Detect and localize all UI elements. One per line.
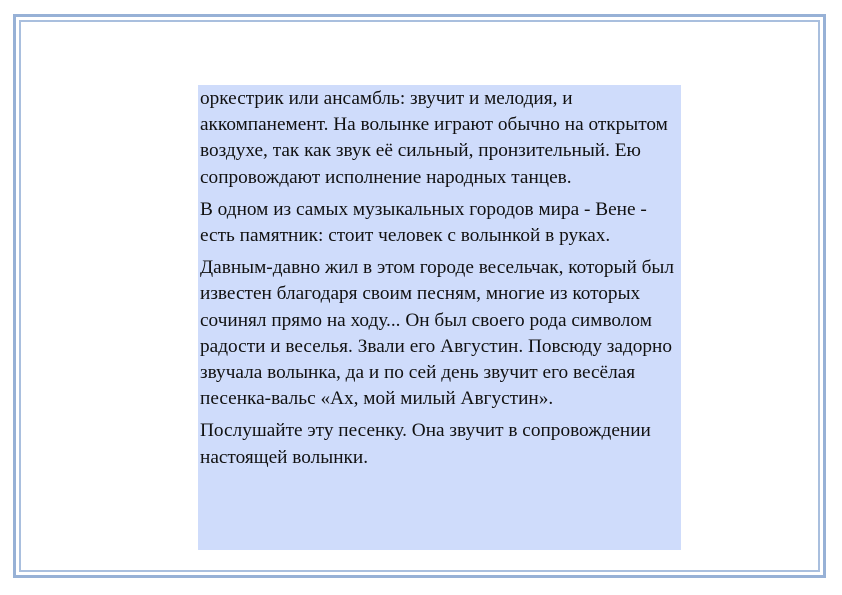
paragraph-2: В одном из самых музыкальных городов мира - Вене - есть памятник: стоит человек с волынкой в руках. <box>200 198 647 247</box>
paragraph-3: Давным-давно жил в этом городе весельчак, который был известен благодаря своим песням, многие из которых сочинял прямо на ходу... Он был своего рода символом радости и веселья. Звали его Августин. Повсюду задорно звучала волынка, да и по сей день звучит его весёлая песенка-вальс «Ах, мой милый Августин». <box>200 257 674 410</box>
paragraph-1: оркестрик или ансамбль: звучит и мелодия, и аккомпанемент. На волынке играют обычно на открытом воздухе, так как звук её сильный, пронзительный. Ею сопровождают исполнение народных танцев. <box>200 88 668 188</box>
text-box <box>198 85 681 550</box>
paragraph-4: Послушайте эту песенку. Она звучит в сопровождении настоящей волынки. <box>200 420 651 468</box>
